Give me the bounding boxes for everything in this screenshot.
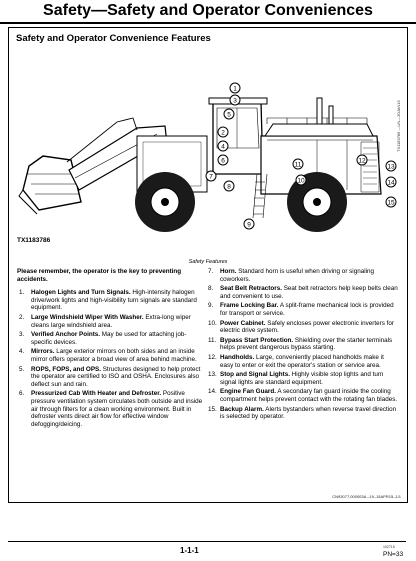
callout-10 (296, 175, 306, 185)
footer-divider (8, 541, 406, 542)
callout-13 (386, 161, 396, 171)
callout-12 (357, 155, 367, 165)
features-list-right (206, 268, 398, 421)
page-title: Safety—Safety and Operator Conveniences (0, 0, 416, 24)
list-item: 15. Backup Alarm. Alerts bystanders when reverse travel direction is selected by operator. (208, 405, 397, 421)
list-item: 3. Verified Anchor Points. May be used for attaching job-specific devices. (19, 331, 187, 346)
list-item: 8. Seat Belt Retractors. Seat belt retractors help keep belts clean and convenient to use. (208, 285, 398, 300)
callout-7 (206, 171, 216, 181)
svg-text:14: 14 (387, 179, 395, 187)
svg-text:6: 6 (221, 157, 225, 165)
svg-text:5: 5 (227, 111, 231, 119)
list-item: 6. Pressurized Cab With Heater and Defroster. Positive pressure ventilation system circulates both outside and inside air through filters for a clean working environment. Built in defroster vents direct air flow for effective window defogging/deicing. (19, 390, 203, 428)
callout-1 (230, 83, 240, 93)
callout-3 (230, 95, 240, 105)
safety-features-frame (8, 27, 408, 503)
svg-text:15: 15 (387, 199, 395, 207)
list-item: 14. Engine Fan Guard. A secondary fan guard inside the cooling compartment helps prevent contact with the rotating fan blades. (208, 388, 398, 403)
list-item: 7. Horn. Standard horn is useful when driving or signaling coworkers. (208, 268, 375, 283)
list-item: 1. Halogen Lights and Turn Signals. High-intensity halogen drive/work lights and high-visibility turn signals are standard equipment. (19, 289, 197, 312)
list-item: 2. Large Windshield Wiper With Washer. Extra-long wiper cleans large windshield area. (19, 313, 191, 329)
list-item: 5. ROPS, FOPS, and OPS. Structures designed to help protect the operator are certified to ISO and OSHA. Enclosures also deflect sun and rain. (19, 365, 201, 388)
list-item: 12. Handholds. Large, conveniently placed handholds make it easy to enter or exit the operator's station or service area. (208, 353, 384, 369)
intro-text: Please remember, the operator is the key to preventing accidents. (17, 268, 182, 283)
pn-stamp: PN=33 (383, 551, 404, 558)
list-item: 11. Bypass Start Protection. Shielding over the starter terminals helps prevent dangerous bypass starting. (208, 336, 393, 352)
svg-text:12: 12 (358, 157, 366, 165)
features-list-left (17, 289, 207, 428)
front-wheel (135, 172, 195, 232)
svg-text:1: 1 (233, 85, 237, 93)
svg-text:7: 7 (209, 173, 213, 181)
document-reference: CN93077,000003A –19–15APR15–1/1 (332, 494, 401, 499)
svg-text:10: 10 (297, 177, 305, 185)
figure-id: TX1183786 (17, 237, 51, 244)
page-number: 1-1-1 (180, 546, 199, 555)
svg-text:8: 8 (227, 183, 231, 191)
callout-6 (218, 155, 228, 165)
svg-text:4: 4 (221, 143, 225, 151)
svg-text:2: 2 (221, 129, 225, 137)
callout-5 (224, 109, 234, 119)
svg-text:13: 13 (387, 163, 395, 171)
art-id: TX1183786 —UN—30JAN15 (396, 100, 401, 152)
features-left-column (17, 268, 207, 430)
callout-2 (218, 127, 228, 137)
features-right-column (206, 268, 398, 423)
list-item: 13. Stop and Signal Lights. Highly visible stop lights and turn signal lights are standard equipment. (208, 371, 384, 386)
callout-4 (218, 141, 228, 151)
callout-14 (386, 177, 396, 187)
date-stamp: 102715 (383, 545, 395, 549)
callout-15 (386, 197, 396, 207)
callout-9 (244, 219, 254, 229)
svg-text:9: 9 (247, 221, 251, 229)
callout-11 (293, 159, 303, 169)
figure-caption: Safety Features (188, 259, 228, 265)
section-title: Safety and Operator Convenience Features (16, 33, 211, 44)
svg-text:11: 11 (294, 161, 302, 169)
list-item: 9. Frame Locking Bar. A split-frame mechanical lock is provided for transport or service. (208, 302, 394, 317)
loader-illustration (17, 78, 395, 236)
list-item: 4. Mirrors. Large exterior mirrors on both sides and an inside mirror offers operator a broad view of area behind machine. (19, 348, 197, 363)
callout-8 (224, 181, 234, 191)
svg-text:3: 3 (233, 97, 237, 105)
list-item: 10. Power Cabinet. Safely encloses power electronic inverters for electric drive system. (208, 319, 394, 335)
